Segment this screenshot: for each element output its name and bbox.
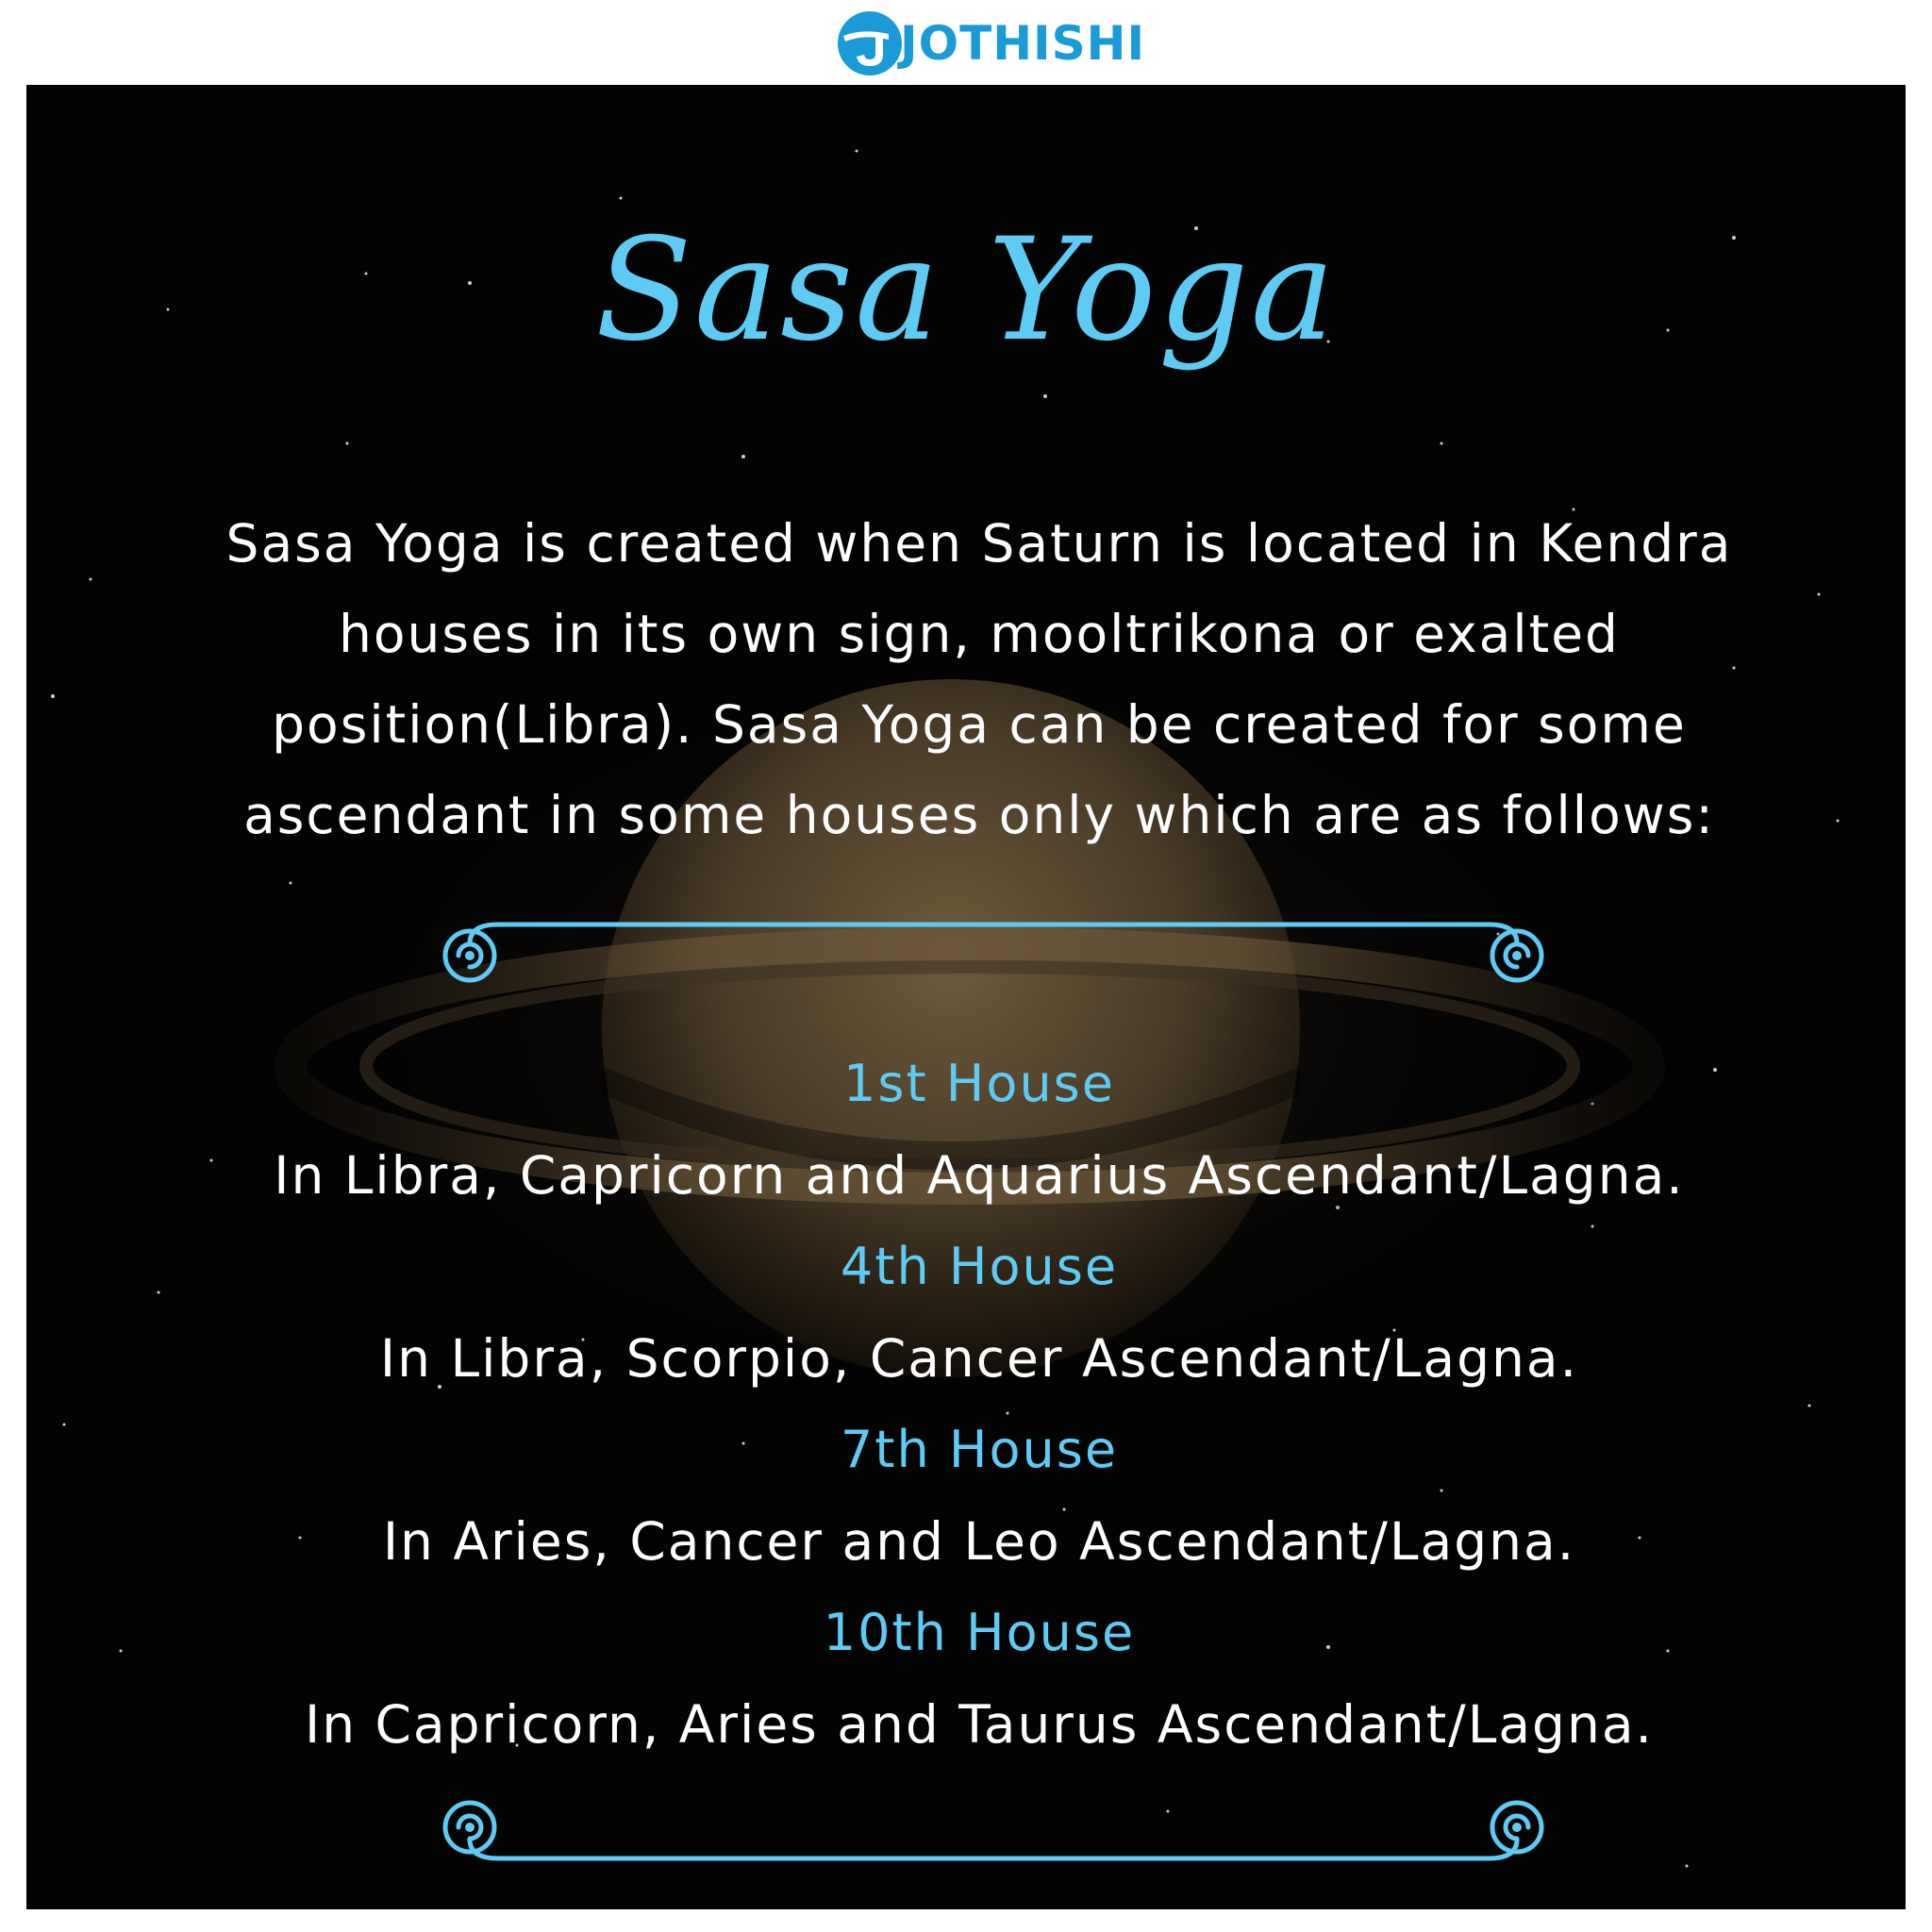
jothishi-logo-icon bbox=[834, 8, 906, 79]
header bbox=[0, 0, 1932, 85]
house-description: In Libra, Capricorn and Aquarius Ascendant/Lagna. bbox=[274, 1145, 1685, 1206]
house-description: In Libra, Scorpio, Cancer Ascendant/Lagna. bbox=[379, 1328, 1579, 1389]
house-heading: 1st House bbox=[842, 1054, 1116, 1113]
bottom-scroll-divider-icon bbox=[413, 1783, 1574, 1868]
house-heading: 7th House bbox=[840, 1420, 1119, 1479]
page-title: Sasa Yoga bbox=[594, 208, 1338, 373]
house-description: In Aries, Cancer and Leo Ascendant/Lagna. bbox=[382, 1511, 1576, 1572]
brand-logo[interactable] bbox=[834, 8, 1145, 79]
house-heading: 10th House bbox=[823, 1603, 1136, 1662]
house-description: In Capricorn, Aries and Taurus Ascendant/Lagna. bbox=[304, 1694, 1655, 1755]
brand-name: JOTHISHI bbox=[900, 16, 1146, 71]
intro-paragraph: Sasa Yoga is created when Saturn is located in Kendra houses in its own sign, mooltrikona or exalted position(Libra). Sasa Yoga can be created for some ascendant in some houses only which are as follows: bbox=[225, 513, 1733, 845]
top-scroll-divider-icon bbox=[413, 915, 1574, 1000]
content-panel bbox=[26, 85, 1906, 1909]
houses-list bbox=[121, 1040, 1838, 1772]
house-heading: 4th House bbox=[840, 1237, 1119, 1296]
